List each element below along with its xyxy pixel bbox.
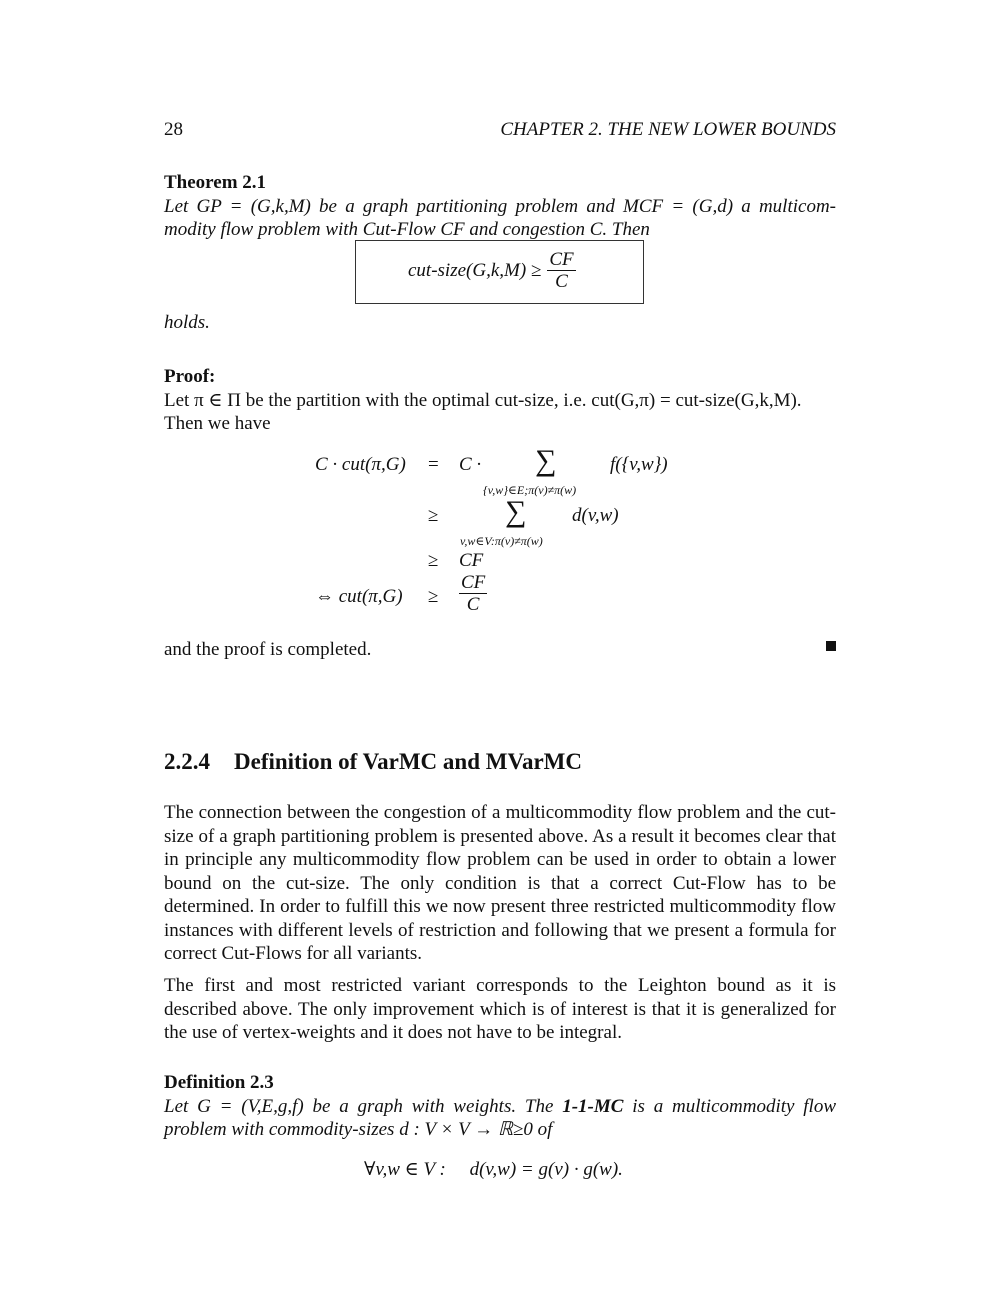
theorem-title: Theorem 2.1 <box>164 172 267 193</box>
definition-line-1 <box>164 1095 836 1119</box>
theorem-holds: holds. <box>164 312 210 333</box>
eq4-fraction <box>459 572 487 615</box>
eq1-relation: = <box>428 454 439 475</box>
definition-line-1-b: is a multicommodity flow <box>623 1096 836 1117</box>
proof-title: Proof: <box>164 366 216 387</box>
eq4-lhs: ⇔ cut(π,G) <box>315 586 403 607</box>
formula-numerator: CF <box>549 249 574 270</box>
section-title: Definition of VarMC and MVarMC <box>234 749 582 774</box>
formula-lhs: cut-size(G,k,M) ≥ <box>408 259 542 281</box>
page-number: 28 <box>164 119 183 140</box>
section-heading <box>164 750 582 774</box>
proof-closing: and the proof is completed. <box>164 639 372 660</box>
eq1-sum-subscript: {v,w}∈E;π(v)≠π(w) <box>483 483 577 497</box>
proof-line-1: Let π ∈ Π be the partition with the optimal cut-size, i.e. cut(G,π) = cut-size(G,k,M). <box>164 390 802 411</box>
definition-line-2: problem with commodity-sizes d : V × V → ℝ≥0 of <box>164 1119 553 1140</box>
theorem-line-1: Let GP = (G,k,M) be a graph partitioning problem and MCF = (G,d) a multicom- <box>164 196 836 217</box>
chapter-header: CHAPTER 2. THE NEW LOWER BOUNDS <box>500 119 836 140</box>
eq2-sum-subscript: v,w∈V:π(v)≠π(w) <box>460 534 543 548</box>
eq2-sum-symbol: ∑ <box>505 495 527 528</box>
eq3-relation: ≥ <box>428 550 439 571</box>
eq1-sum-symbol: ∑ <box>535 444 557 477</box>
definition-title: Definition 2.3 <box>164 1072 274 1093</box>
definition-term: 1-1-MC <box>562 1096 624 1117</box>
paragraph-1 <box>164 801 836 966</box>
theorem-line-2: modity flow problem with Cut-Flow CF and congestion C. Then <box>164 219 650 240</box>
eq4-numerator: CF <box>461 572 486 593</box>
paragraph-2-text: The first and most restricted variant corresponds to the Leighton bound as it is described above. The only improvement which is of interest is that it is generalized for the use of vertex-weights and it does not have to be integral. <box>164 975 836 1043</box>
paragraph-2 <box>164 974 836 1045</box>
eq1-prefix: C · <box>459 454 482 475</box>
formula-denominator: C <box>555 271 568 292</box>
eq2-term: d(v,w) <box>572 505 619 526</box>
paragraph-1-text: The connection between the congestion of a multicommodity flow problem and the cut-size of a graph partitioning problem is presented above. As a result it becomes clear that in principle any multicommodity flow problem can be used in order to obtain a lower bound on the cut-size. The only condition is that a correct Cut-Flow has to be determined. In order to fulfill this we now present three restricted multicommodity flow instances with different levels of restriction and following that we present a formula for correct Cut-Flows for all variants. <box>164 802 836 964</box>
qed-square-icon <box>826 641 836 651</box>
eq4-relation: ≥ <box>428 586 439 607</box>
theorem-formula-box <box>355 240 644 304</box>
definition-line-1-a: Let G = (V,E,g,f) be a graph with weights. The <box>164 1096 563 1117</box>
proof-line-2: Then we have <box>164 413 271 434</box>
eq4-denominator: C <box>466 594 480 615</box>
formula-fraction <box>547 249 575 292</box>
eq1-term: f({v,w}) <box>610 454 668 475</box>
eq3-term: CF <box>459 550 484 571</box>
definition-formula: ∀v,w ∈ V : d(v,w) = g(v) · g(w). <box>364 1159 623 1180</box>
section-number: 2.2.4 <box>164 749 210 774</box>
eq1-lhs: C · cut(π,G) <box>315 454 406 475</box>
eq2-relation: ≥ <box>428 505 439 526</box>
